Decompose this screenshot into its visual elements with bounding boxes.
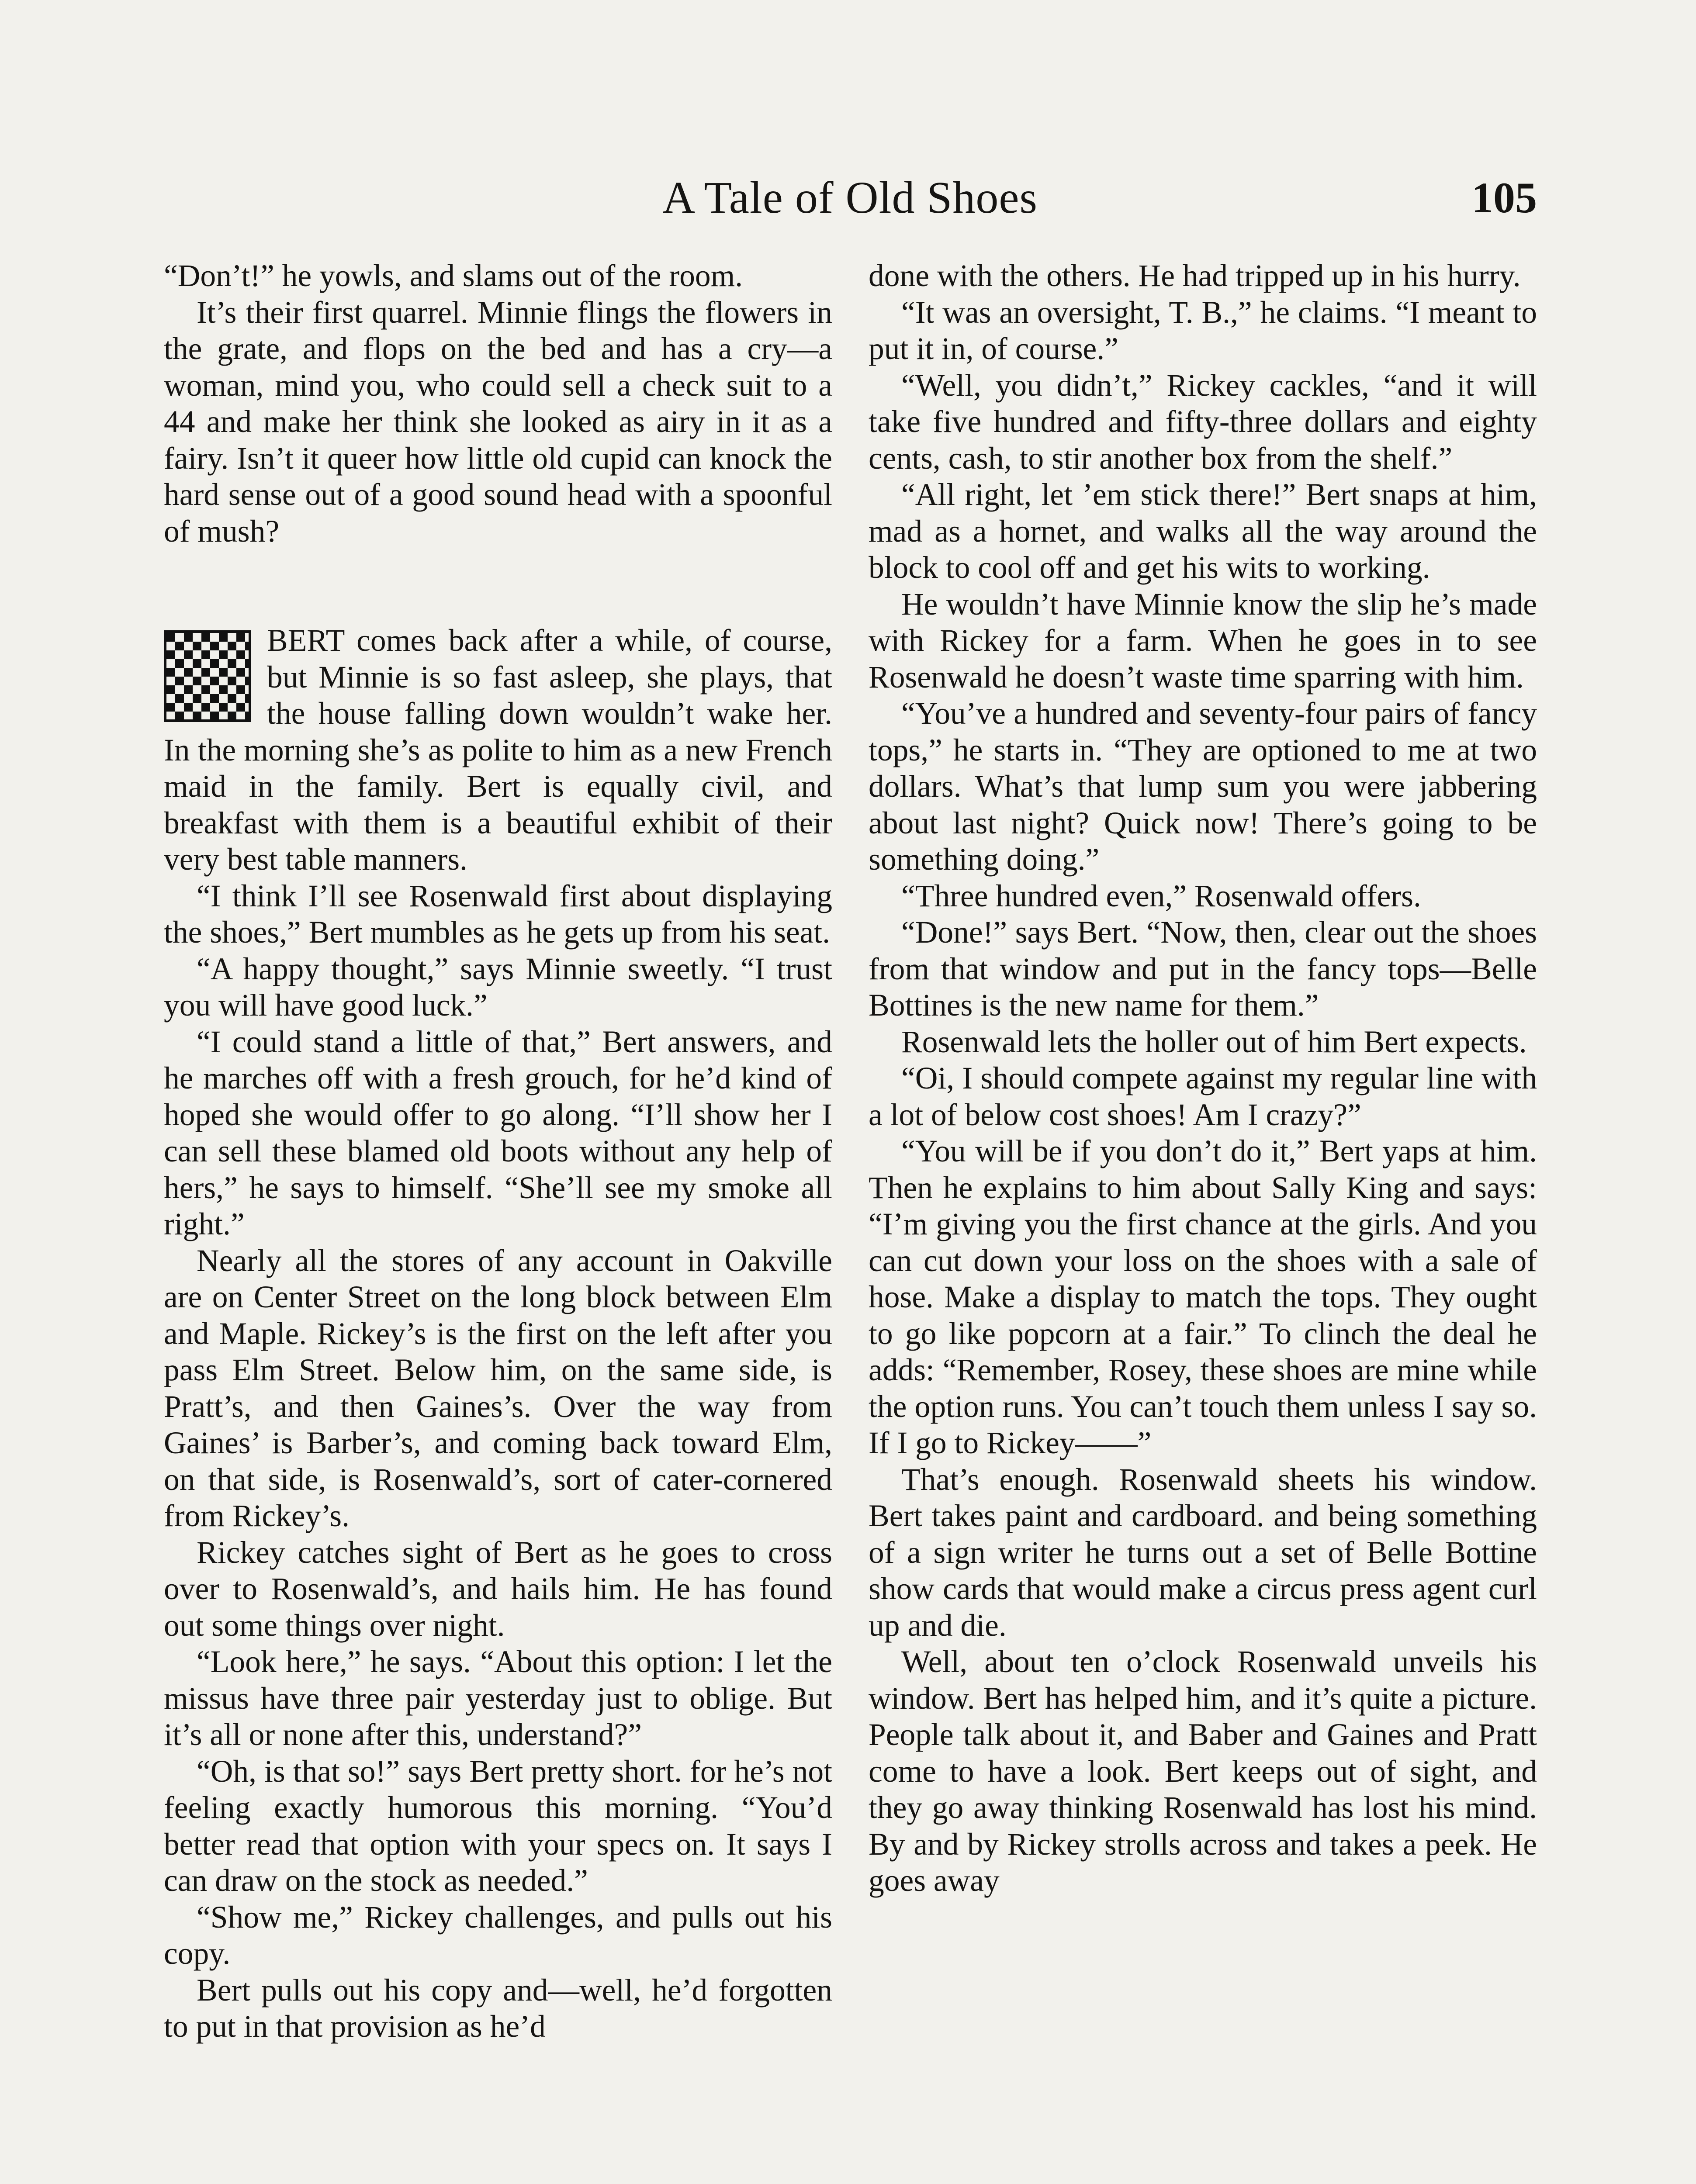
- paragraph: [164, 1972, 832, 2045]
- paragraph: [869, 1133, 1537, 1462]
- paragraph: [164, 1243, 832, 1534]
- paragraph: [869, 586, 1537, 696]
- paragraph-text: “You’ve a hundred and seventy-four pairs of fancy tops,” he starts in. “They are optioned to me at two dollars. What’s that lump sum you were jabbering about last night? Quick now! There’s going to be something doing.”: [869, 696, 1537, 877]
- running-title: A Tale of Old Shoes: [662, 173, 1038, 223]
- paragraph: [869, 1024, 1537, 1061]
- paragraph-text: Bert pulls out his copy and—well, he’d forgotten to put in that provision as he’d: [164, 1973, 832, 2044]
- paragraph-text: Well, about ten o’clock Rosenwald unveils his window. Bert has helped him, and it’s quite a picture. People talk about it, and Baber and Gaines and Pratt come to have a look. Bert keeps out of sight, and they go away thinking Rosenwald has lost his mind. By and by Rickey strolls across and takes a peek. He goes away: [869, 1645, 1537, 1898]
- left-column: [164, 258, 832, 2045]
- paragraph: [164, 1644, 832, 1753]
- paragraph: [164, 1753, 832, 1899]
- paragraph: [869, 367, 1537, 477]
- paragraph: [869, 695, 1537, 878]
- paragraph-text: BERT comes back after a while, of course, but Minnie is so fast asleep, she plays, that the house falling down wouldn’t wake her. In the morning she’s as polite to him as a new French maid in the family. Bert is equally civil, and breakfast with them is a beautiful exhibit of their very best table manners.: [164, 623, 832, 877]
- paragraph-text: “I think I’ll see Rosenwald first about displaying the shoes,” Bert mumbles as he gets up from his seat.: [164, 878, 832, 950]
- paragraph-text: That’s enough. Rosenwald sheets his window. Bert takes paint and cardboard. and being something of a sign writer he turns out a set of Belle Bottine show cards that would make a circus press agent curl up and die.: [869, 1462, 1537, 1643]
- paragraph: [164, 878, 832, 951]
- paragraph-text: “Show me,” Rickey challenges, and pulls out his copy.: [164, 1900, 832, 1971]
- paragraph-text: “A happy thought,” says Minnie sweetly. “I trust you will have good luck.”: [164, 951, 832, 1023]
- paragraph-text: “All right, let ’em stick there!” Bert snaps at him, mad as a hornet, and walks all the way around the block to cool off and get his wits to working.: [869, 477, 1537, 585]
- paragraph-text: “Look here,” he says. “About this option: I let the missus have three pair yesterday just to oblige. But it’s all or none after this, understand?”: [164, 1645, 832, 1752]
- paragraph: [869, 477, 1537, 586]
- page-number: 105: [1471, 173, 1537, 222]
- paragraph: [164, 1899, 832, 1972]
- paragraph: [869, 294, 1537, 367]
- paragraph: [869, 878, 1537, 915]
- paragraph-text: “It was an oversight, T. B.,” he claims. “I meant to put it in, of course.”: [869, 295, 1537, 366]
- right-column: [869, 258, 1537, 1899]
- paragraph: [869, 258, 1537, 294]
- paragraph-text: He wouldn’t have Minnie know the slip he’s made with Rickey for a farm. When he goes in to see Rosenwald he doesn’t waste time sparring with him.: [869, 587, 1537, 695]
- paragraph-text: “Well, you didn’t,” Rickey cackles, “and it will take five hundred and fifty-three dollars and eighty cents, cash, to stir another box from the shelf.”: [869, 368, 1537, 476]
- paragraph: [869, 1644, 1537, 1899]
- paragraph-text: “Done!” says Bert. “Now, then, clear out the shoes from that window and put in the fancy tops—Belle Bottines is the new name for them.”: [869, 915, 1537, 1023]
- paragraph-text: “Three hundred even,” Rosenwald offers.: [901, 878, 1421, 913]
- ornament-icon: [164, 630, 251, 722]
- paragraph: [164, 258, 832, 294]
- paragraph: [164, 1024, 832, 1243]
- paragraph: [164, 294, 832, 550]
- paragraph: [164, 1534, 832, 1644]
- paragraph-text: “Don’t!” he yowls, and slams out of the room.: [164, 259, 743, 293]
- page-header: [163, 165, 1537, 231]
- paragraph-text: “Oh, is that so!” says Bert pretty short. for he’s not feeling exactly humorous this morning. “You’d better read that option with your specs on. It says I can draw on the stock as needed.”: [164, 1754, 832, 1898]
- paragraph: [164, 951, 832, 1024]
- paragraph: [869, 914, 1537, 1024]
- paragraph: [869, 1060, 1537, 1133]
- section-paragraph: [164, 622, 832, 878]
- paragraph-text: Nearly all the stores of any account in Oakville are on Center Street on the long block between Elm and Maple. Rickey’s is the first on the left after you pass Elm Street. Below him, on the same side, is Pratt’s, and then Gaines’s. Over the way from Gaines’ is Barber’s, and coming back toward Elm, on that side, is Rosenwald’s, sort of cater-cornered from Rickey’s.: [164, 1243, 832, 1533]
- paragraph-text: done with the others. He had tripped up in his hurry.: [869, 259, 1521, 293]
- paragraph-text: “I could stand a little of that,” Bert answers, and he marches off with a fresh grouch, for he’d kind of hoped she would offer to go along. “I’ll show her I can sell these blamed old boots without any help of hers,” he says to himself. “She’ll see my smoke all right.”: [164, 1024, 832, 1241]
- paragraph: [869, 1462, 1537, 1644]
- paragraph-text: It’s their first quarrel. Minnie flings the flowers in the grate, and flops on the bed and has a cry—a woman, mind you, who could sell a check suit to a 44 and make her think she looked as airy in it as a fairy. Isn’t it queer how little old cupid can knock the hard sense out of a good sound head with a spoonful of mush?: [164, 295, 832, 549]
- paragraph-text: “You will be if you don’t do it,” Bert yaps at him. Then he explains to him about Sally King and says: “I’m giving you the first chance at the girls. And you can cut down your loss on the shoes with a sale of hose. Make a display to match the tops. They ought to go like popcorn at a fair.” To clinch the deal he adds: “Remember, Rosey, these shoes are mine while the option runs. You can’t touch them unless I say so. If I go to Rickey——”: [869, 1134, 1537, 1460]
- paragraph-text: Rickey catches sight of Bert as he goes to cross over to Rosenwald’s, and hails him. He has found out some things over night.: [164, 1535, 832, 1643]
- paragraph-text: “Oi, I should compete against my regular line with a lot of below cost shoes! Am I crazy?”: [869, 1061, 1537, 1132]
- paragraph-text: Rosenwald lets the holler out of him Bert expects.: [901, 1024, 1527, 1059]
